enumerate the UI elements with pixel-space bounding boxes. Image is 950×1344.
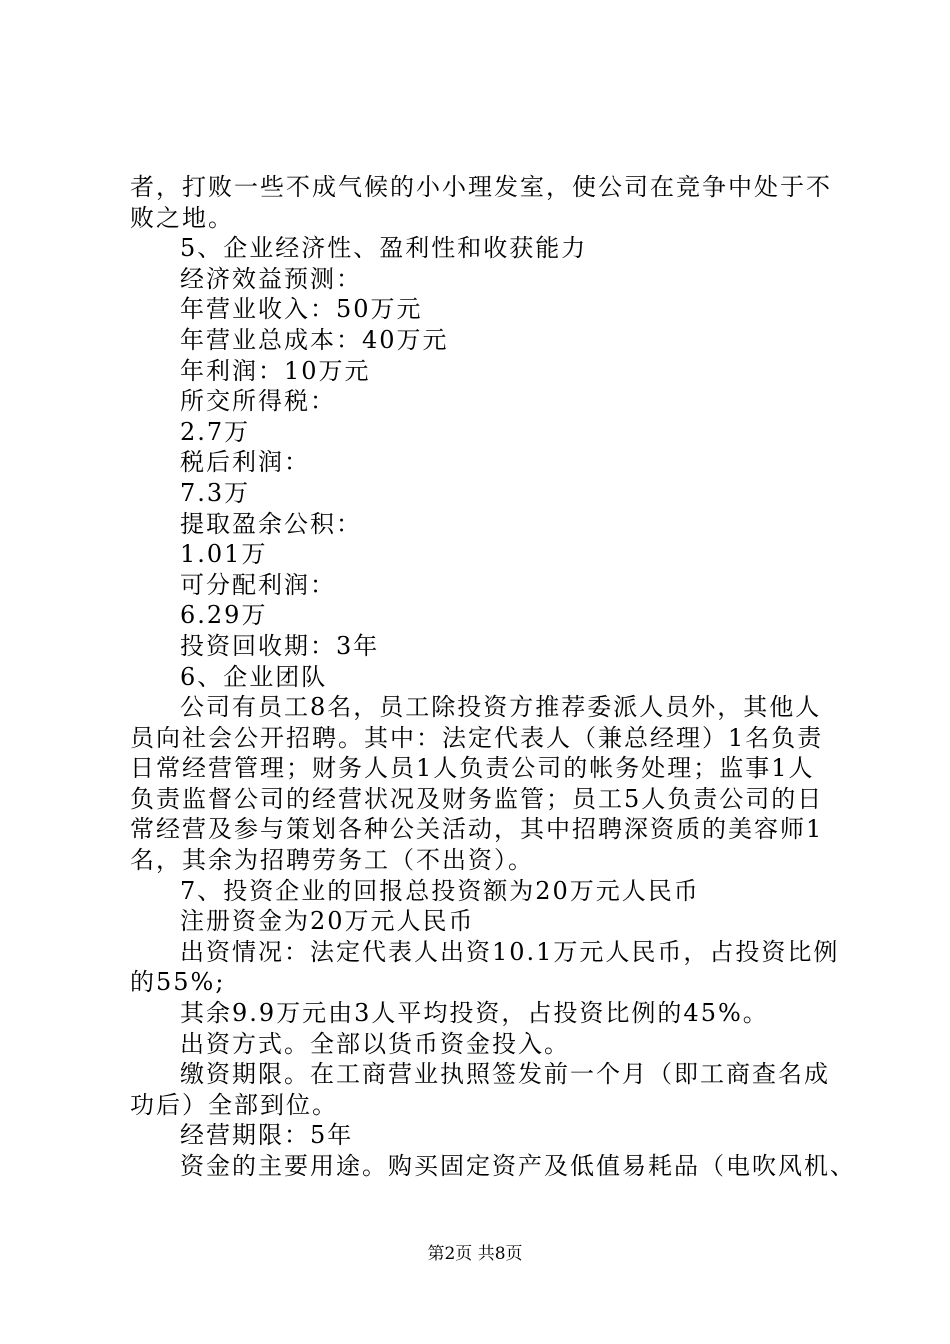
text-line: 负责监督公司的经营状况及财务监管；员工5人负责公司的日 bbox=[130, 784, 824, 813]
text-line: 日常经营管理；财务人员1人负责公司的帐务处理；监事1人 bbox=[130, 754, 815, 783]
text-line: 员向社会公开招聘。其中：法定代表人（兼总经理）1名负责 bbox=[130, 723, 824, 752]
text-line: 出资方式。全部以货币资金投入。 bbox=[180, 1029, 570, 1058]
text-line: 提取盈余公积： bbox=[180, 509, 362, 538]
text-line: 1.01万 bbox=[180, 540, 268, 569]
text-line: 缴资期限。在工商营业执照签发前一个月（即工商查名成 bbox=[180, 1060, 830, 1089]
text-line: 5、企业经济性、盈利性和收获能力 bbox=[180, 234, 588, 263]
text-line: 6、企业团队 bbox=[180, 662, 328, 691]
text-line: 的55%; bbox=[130, 968, 226, 997]
text-line: 6.29万 bbox=[180, 601, 268, 630]
text-line: 注册资金为20万元人民币 bbox=[180, 907, 475, 936]
text-line: 可分配利润： bbox=[180, 570, 336, 599]
text-line: 所交所得税： bbox=[180, 387, 336, 416]
text-line: 经营期限：5年 bbox=[180, 1121, 354, 1150]
text-line: 名，其余为招聘劳务工（不出资）。 bbox=[130, 846, 534, 875]
text-line: 投资回收期：3年 bbox=[180, 631, 380, 660]
text-line: 经济效益预测： bbox=[180, 264, 362, 293]
text-line: 出资情况：法定代表人出资10.1万元人民币，占投资比例 bbox=[180, 937, 840, 966]
text-line: 资金的主要用途。购买固定资产及低值易耗品（电吹风机、 bbox=[180, 1152, 856, 1180]
text-line: 2.7万 bbox=[180, 417, 251, 446]
text-line: 败之地。 bbox=[130, 203, 234, 232]
text-line: 者，打败一些不成气候的小小理发室，使公司在竞争中处于不 bbox=[130, 173, 832, 201]
text-line: 公司有员工8名，员工除投资方推荐委派人员外，其他人 bbox=[180, 693, 822, 722]
text-line: 税后利润： bbox=[180, 448, 310, 477]
text-line: 年营业总成本：40万元 bbox=[180, 325, 449, 354]
text-line: 功后）全部到位。 bbox=[130, 1090, 338, 1119]
text-line: 7、投资企业的回报总投资额为20万元人民币 bbox=[180, 876, 700, 905]
text-line: 年利润：10万元 bbox=[180, 356, 371, 385]
text-line: 其余9.9万元由3人平均投资，占投资比例的45%。 bbox=[180, 999, 769, 1028]
text-line: 7.3万 bbox=[180, 478, 251, 507]
text-line: 常经营及参与策划各种公关活动，其中招聘深资质的美容师1 bbox=[130, 815, 824, 844]
text-line: 年营业收入：50万元 bbox=[180, 295, 423, 324]
document-body bbox=[130, 172, 856, 1182]
page-footer: 第2页 共8页 bbox=[427, 1244, 523, 1264]
